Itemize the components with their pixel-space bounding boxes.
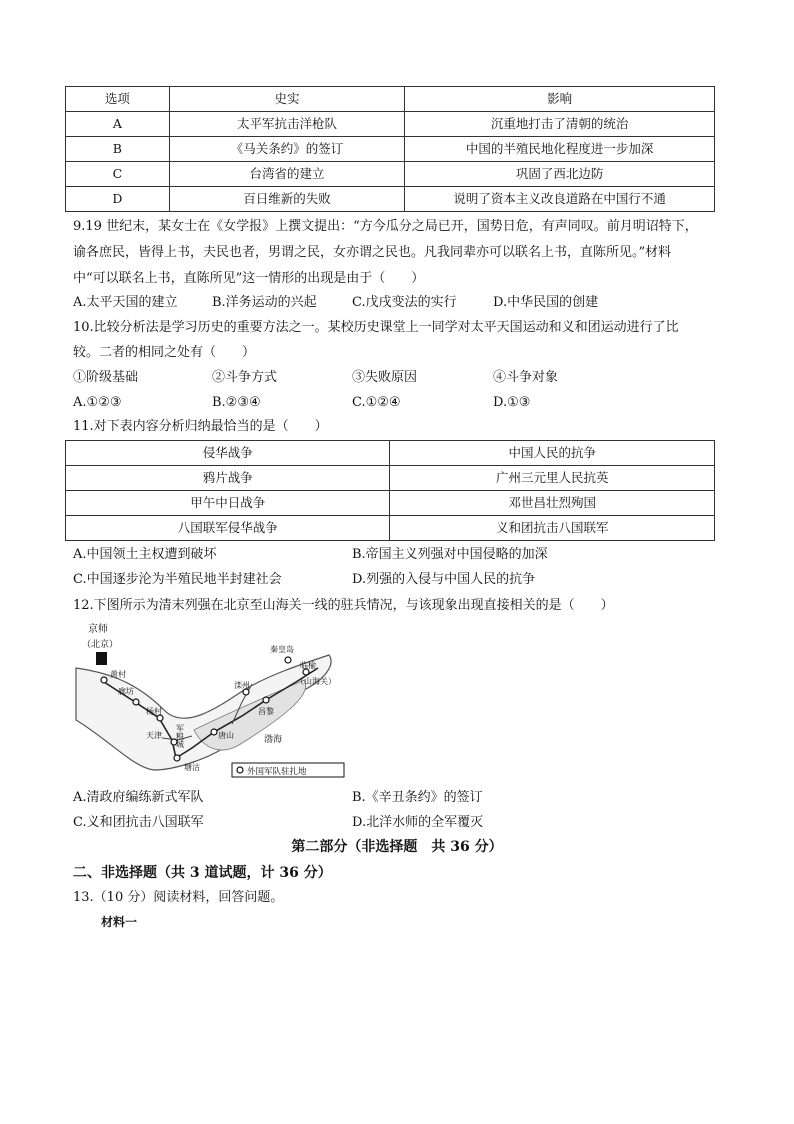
table-cell: 中国的半殖民地化程度进一步加深: [405, 137, 715, 162]
map-label-tianjin: 天津: [146, 731, 162, 740]
map-label-huangcun: 黄村: [110, 670, 126, 679]
q12-option-c: C.义和团抗击八国联军: [73, 815, 204, 830]
table-header-cell: 侵华战争: [66, 441, 390, 466]
map-label-luanzhou: 滦州: [234, 681, 250, 690]
q11-option-b: B.帝国主义列强对中国侵略的加深: [352, 547, 548, 562]
table-cell: 说明了资本主义改良道路在中国行不通: [405, 187, 715, 212]
table-cell: 甲午中日战争: [66, 491, 390, 516]
table-cell: 邓世昌壮烈殉国: [390, 491, 715, 516]
map-label-yangcun: 杨村: [146, 707, 162, 716]
station-marker-icon: [285, 657, 291, 663]
map-label-changli: 昌黎: [258, 707, 274, 716]
q10-option-b: B.②③④: [212, 395, 261, 410]
part2-section-heading: 二、非选择题（共 3 道试题，计 36 分）: [73, 865, 332, 881]
q10-option-a: A.①②③: [73, 395, 122, 410]
q11-stem: 11.对下表内容分析归纳最恰当的是（ ）: [73, 419, 328, 434]
q11-option-c: C.中国逐步沦为半殖民地半封建社会: [73, 572, 282, 587]
map-legend-label: 外国军队驻扎地: [247, 767, 307, 777]
q12-option-b: B.《辛丑条约》的签订: [352, 790, 483, 805]
q10-item-1: ①阶级基础: [73, 370, 139, 385]
map-label-tanggu: 塘沽: [184, 763, 200, 772]
map-label-bohai: 渤海: [264, 735, 283, 745]
q10-stem-line-1: 10.比较分析法是学习历史的重要方法之一。某校历史课堂上一同学对太平天国运动和义和团运动进行了比: [73, 320, 679, 335]
q9-option-a: A.太平天国的建立: [73, 295, 178, 310]
table-cell: A: [66, 112, 170, 137]
station-marker-icon: [101, 677, 107, 683]
table-cell: 义和团抗击八国联军: [390, 516, 715, 541]
capital-marker-icon: [96, 652, 107, 665]
table-row: [66, 162, 715, 187]
table-header-cell: 中国人民的抗争: [390, 441, 715, 466]
map-label-shanhaiguan: （山海关）: [296, 677, 336, 686]
q10-item-2: ②斗争方式: [212, 370, 278, 385]
table-cell: 沉重地打击了清朝的统治: [405, 112, 715, 137]
table-row: [66, 491, 715, 516]
map-label-junliangcheng: 军粮城: [175, 724, 185, 748]
q9-option-d: D.中华民国的创建: [493, 295, 599, 310]
q12-option-a: A.清政府编练新式军队: [73, 790, 204, 805]
table-header-cell: 影响: [405, 87, 715, 112]
table-header-cell: 选项: [66, 87, 170, 112]
station-marker-icon: [133, 699, 139, 705]
q10-stem-line-2: 较。二者的相同之处有（ ）: [73, 345, 256, 360]
map-label-langfang: 廊坊: [118, 687, 134, 696]
station-marker-icon: [211, 729, 217, 735]
map-label-tangshan: 唐山: [218, 731, 234, 740]
station-marker-icon: [174, 755, 180, 761]
table-header-row: [66, 441, 715, 466]
table-cell: 广州三元里人民抗英: [390, 466, 715, 491]
map-label-capital-sub: （北京）: [82, 640, 119, 650]
map-label-qinhuangdao: 秦皇岛: [270, 645, 294, 654]
table-row: [66, 137, 715, 162]
table-row: [66, 466, 715, 491]
q11-option-d: D.列强的入侵与中国人民的抗争: [352, 572, 536, 587]
q12-stem: 12.下图所示为清末列强在北京至山海关一线的驻兵情况，与该现象出现直接相关的是（ ）: [73, 598, 614, 613]
part2-title: 第二部分（非选择题 共 36 分）: [291, 839, 503, 855]
table-cell: 《马关条约》的签订: [169, 137, 405, 162]
map-label-capital: 京师: [88, 624, 108, 635]
q9-option-b: B.洋务运动的兴起: [212, 295, 317, 310]
history-facts-table: [65, 86, 715, 212]
q10-option-c: C.①②④: [352, 395, 401, 410]
q9-stem-line-2: 谕各庶民，皆得上书，夫民也者，男谓之民，女亦谓之民也。凡我同辈亦可以联名上书，直陈所见。”材料: [73, 245, 672, 260]
table-row: [66, 516, 715, 541]
war-resistance-table: [65, 440, 715, 541]
table-header-cell: 史实: [169, 87, 405, 112]
table-cell: 巩固了西北边防: [405, 162, 715, 187]
q11-option-a: A.中国领土主权遭到破坏: [73, 547, 217, 562]
map-label-linyu: 临榆: [300, 661, 316, 670]
table-cell: 太平军抗击洋枪队: [169, 112, 405, 137]
table-cell: 台湾省的建立: [169, 162, 405, 187]
station-marker-icon: [263, 697, 269, 703]
q10-item-3: ③失败原因: [352, 370, 418, 385]
q10-item-4: ④斗争对象: [493, 370, 559, 385]
table-cell: 八国联军侵华战争: [66, 516, 390, 541]
q9-stem-line-3: 中“可以联名上书，直陈所见”这一情形的出现是由于（ ）: [73, 271, 425, 286]
legend-marker-icon: [237, 767, 243, 773]
table-cell: 鸦片战争: [66, 466, 390, 491]
table-cell: 百日维新的失败: [169, 187, 405, 212]
table-row: [66, 187, 715, 212]
troop-station-map: [74, 620, 354, 780]
q10-option-d: D.①③: [493, 395, 531, 410]
table-header-row: [66, 87, 715, 112]
q9-stem-line-1: 9.19 世纪末，某女士在《女学报》上撰文提出：“方今瓜分之局已开，国势日危，有声同叹。前月明诏特下，: [73, 219, 698, 234]
table-cell: B: [66, 137, 170, 162]
q13-stem: 13.（10 分）阅读材料，回答问题。: [73, 890, 284, 905]
table-row: [66, 112, 715, 137]
table-cell: D: [66, 187, 170, 212]
q12-option-d: D.北洋水师的全军覆灭: [352, 815, 484, 830]
table-cell: C: [66, 162, 170, 187]
q9-option-c: C.戊戌变法的实行: [352, 295, 457, 310]
material-1-label: 材料一: [101, 915, 138, 929]
